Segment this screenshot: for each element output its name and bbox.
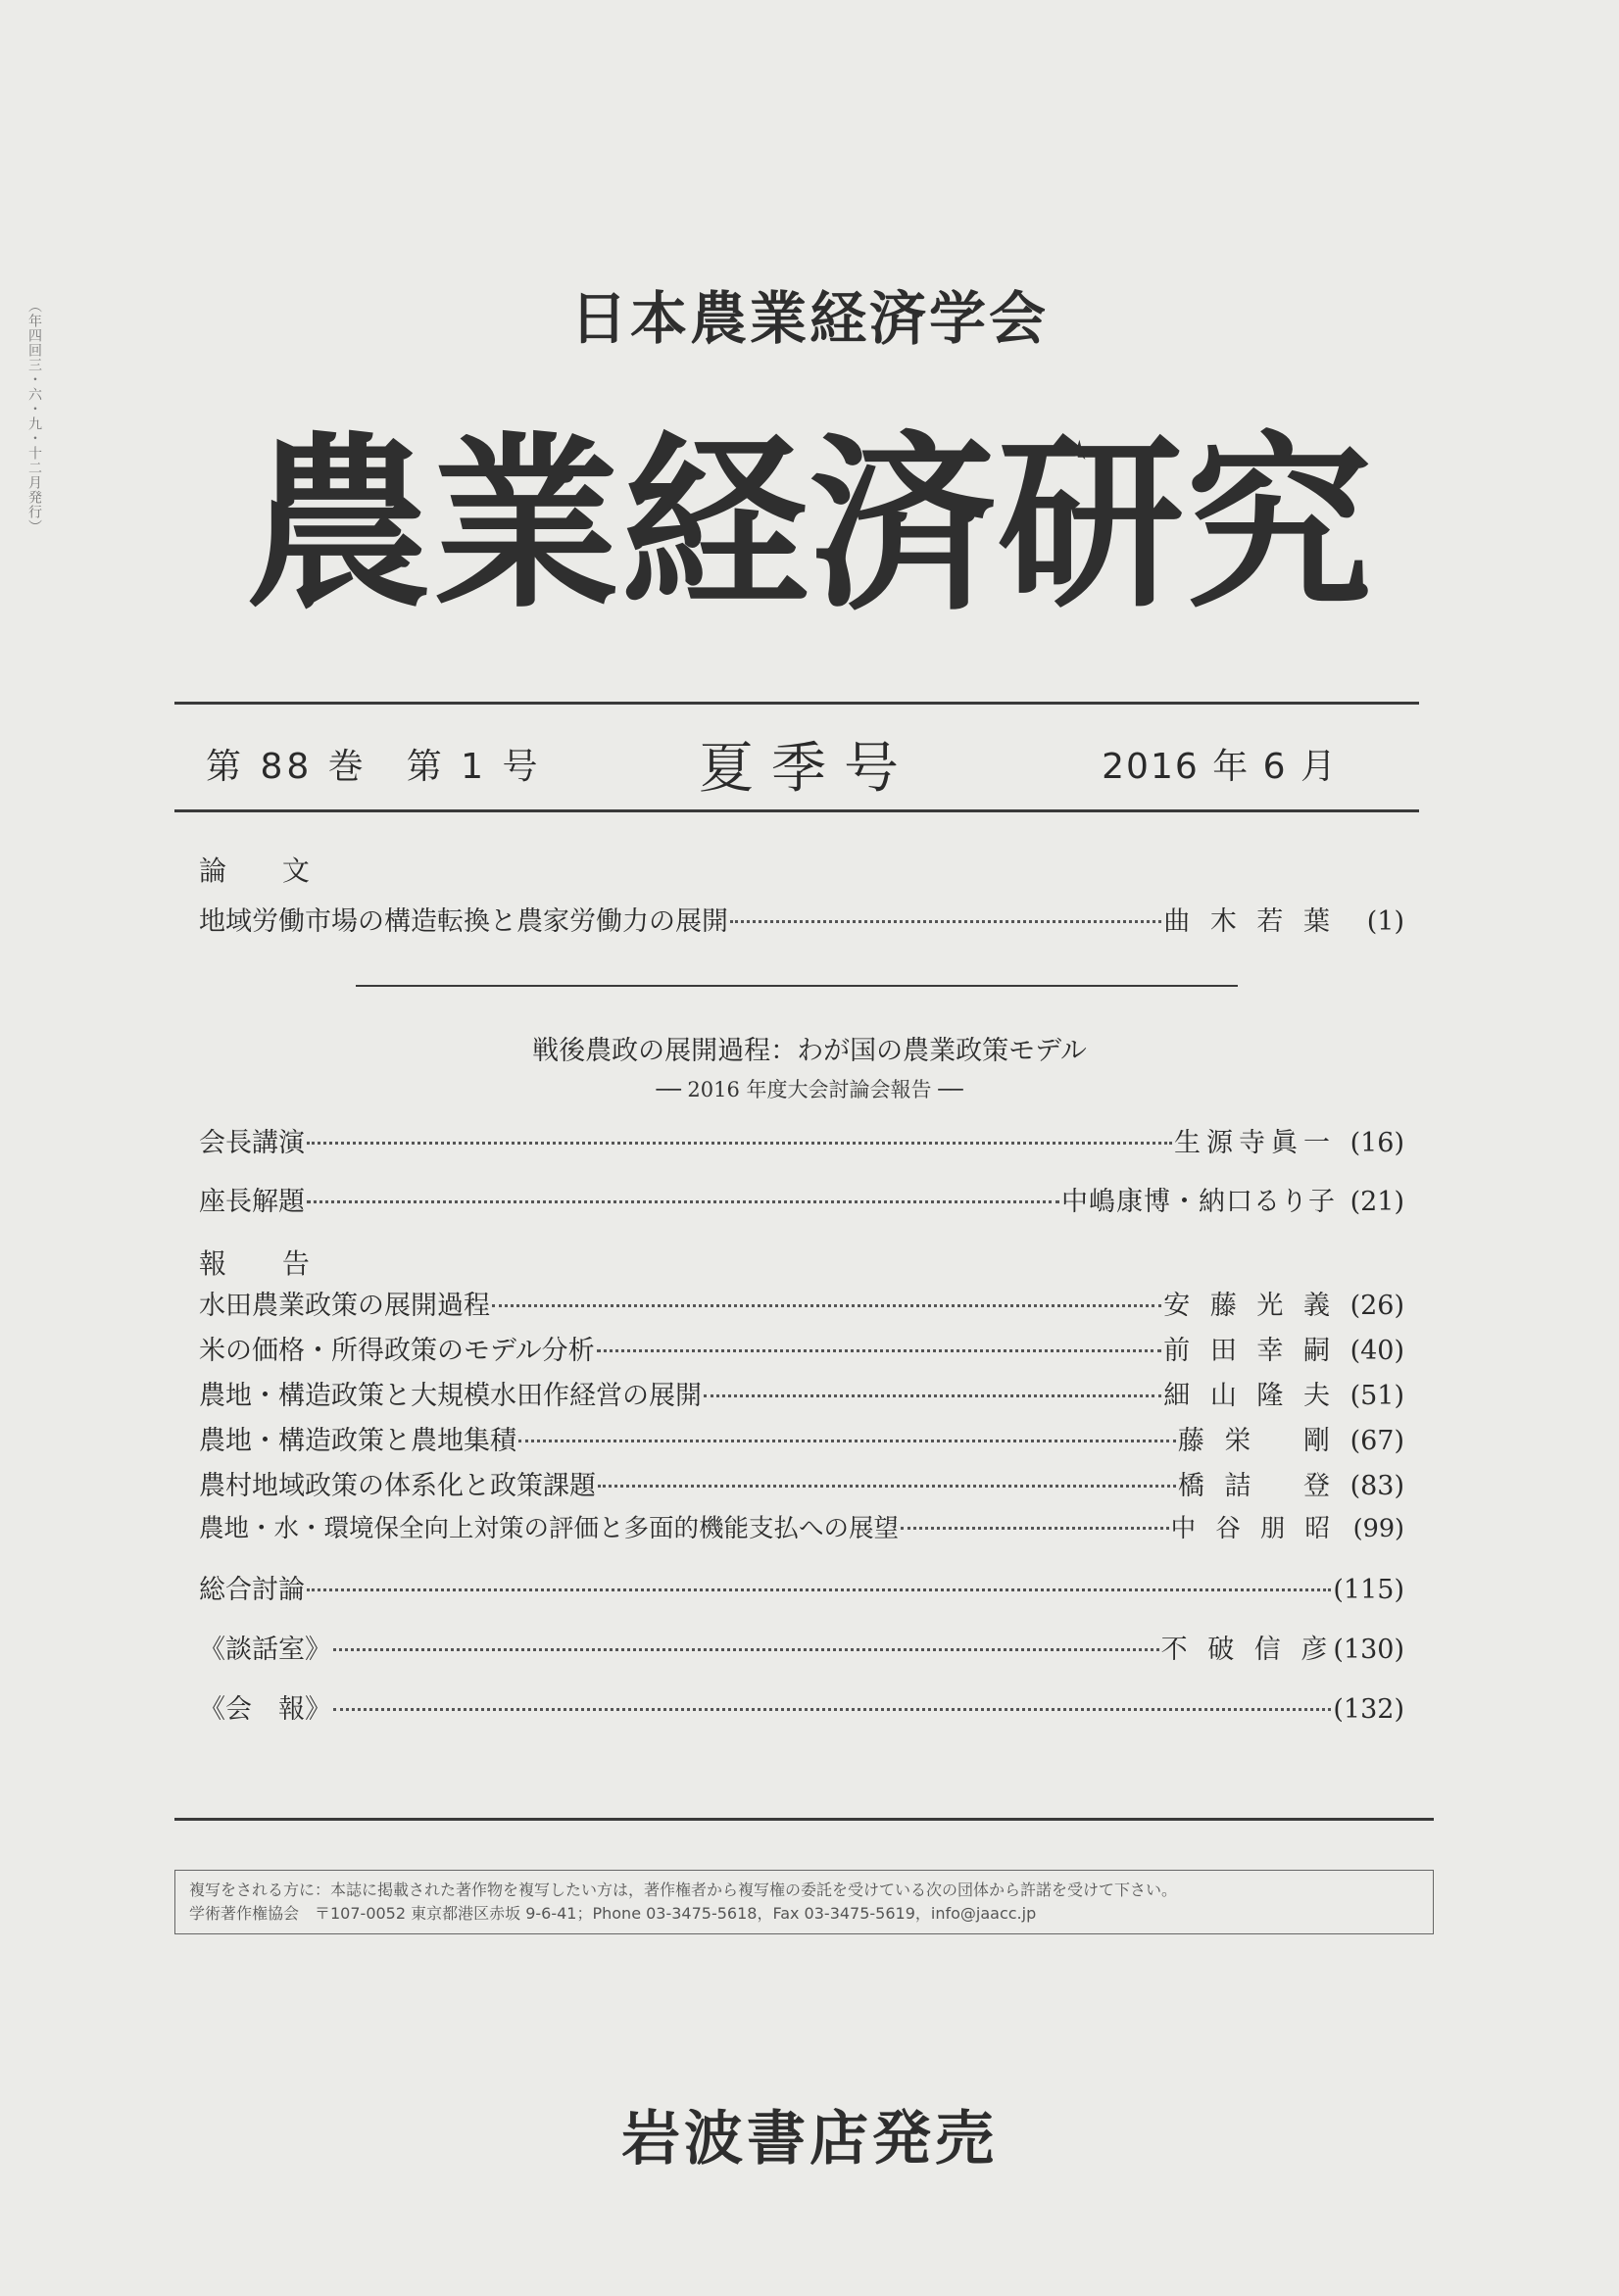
journal-title: 農業経済研究: [244, 415, 1374, 633]
entry-page: (51): [1349, 1381, 1404, 1411]
entry-author: 中 谷 朋 昭: [1170, 1514, 1336, 1543]
volume-number: 第 88 巻 第 1 号: [206, 747, 542, 787]
leader-dots: [704, 1394, 1161, 1397]
entry-author: 前 田 幸 嗣: [1163, 1336, 1336, 1366]
toc-entry-report-2[interactable]: [199, 1329, 1404, 1368]
leader-dots: [597, 1349, 1162, 1352]
entry-title: 農地・構造政策と農地集積: [199, 1426, 516, 1456]
copyright-line-1: 複写をされる方に：本誌に掲載された著作物を複写したい方は，著作権者から複写権の委託を受けている次の団体から許諾を受けて下さい。: [189, 1881, 1178, 1899]
leader-dots: [307, 1200, 1059, 1203]
entry-page: (67): [1349, 1426, 1404, 1456]
leader-dots: [598, 1485, 1176, 1488]
entry-author: 曲 木 若 葉: [1163, 906, 1336, 937]
entry-title: 総合討論: [199, 1575, 305, 1605]
entry-title: 《談話室》: [199, 1635, 331, 1665]
entry-page: (16): [1349, 1128, 1404, 1158]
entry-author: 安 藤 光 義: [1163, 1291, 1336, 1321]
leader-dots: [492, 1304, 1161, 1307]
copyright-notice: [174, 1870, 1434, 1934]
entry-page: (83): [1349, 1471, 1404, 1501]
spine-publication-note: （年四回三・六・九・十二月発行）: [26, 299, 42, 534]
leader-dots: [730, 920, 1161, 923]
entry-page: (1): [1366, 906, 1404, 937]
toc-entry-report-5[interactable]: [199, 1464, 1404, 1503]
toc-entry-chair[interactable]: [199, 1180, 1404, 1219]
toc-entry-article-1[interactable]: [199, 900, 1404, 939]
issue-date: 2016 年 6 月: [1102, 747, 1338, 787]
articles-heading: 論 文: [199, 855, 333, 887]
divider-top: [174, 702, 1419, 705]
entry-author: 細 山 隆 夫: [1163, 1381, 1336, 1411]
entry-title: 農村地域政策の体系化と政策課題: [199, 1471, 596, 1501]
leader-dots: [307, 1142, 1172, 1145]
leader-dots: [901, 1527, 1169, 1530]
leader-dots: [518, 1440, 1176, 1442]
leader-dots: [333, 1648, 1159, 1651]
reports-heading: 報 告: [199, 1247, 333, 1280]
publisher-name: 岩波書店発売: [621, 2105, 998, 2174]
issue-info: [174, 725, 1419, 801]
symposium-title: 戦後農政の展開過程：わが国の農業政策モデル: [532, 1036, 1087, 1066]
entry-page: (40): [1349, 1336, 1404, 1366]
entry-author: 生源寺眞一: [1174, 1128, 1336, 1158]
toc-entry-keynote[interactable]: [199, 1121, 1404, 1160]
symposium-subtitle: ── 2016 年度大会討論会報告 ──: [656, 1078, 963, 1101]
leader-dots: [333, 1708, 1331, 1711]
entry-title: 《会 報》: [199, 1694, 331, 1725]
entry-page: (21): [1349, 1187, 1404, 1217]
entry-page: (26): [1349, 1291, 1404, 1321]
toc-entry-salon[interactable]: [199, 1628, 1404, 1667]
toc-entry-report-1[interactable]: [199, 1284, 1404, 1323]
entry-author: 藤 栄 剛: [1177, 1426, 1336, 1456]
toc-entry-discussion[interactable]: [199, 1568, 1404, 1607]
toc-entry-report-4[interactable]: [199, 1419, 1404, 1458]
entry-author: 中嶋康博・納口るり子: [1061, 1187, 1336, 1217]
entry-title: 農地・構造政策と大規模水田作経営の展開: [199, 1381, 702, 1411]
entry-title: 水田農業政策の展開過程: [199, 1291, 490, 1321]
entry-page: (132): [1333, 1694, 1404, 1725]
entry-page: (115): [1333, 1575, 1404, 1605]
society-name: 日本農業経済学会: [569, 285, 1049, 352]
entry-page: (130): [1333, 1635, 1404, 1665]
toc-entry-report-6[interactable]: [199, 1509, 1404, 1548]
divider-issue: [174, 809, 1419, 812]
toc-entry-report-3[interactable]: [199, 1374, 1404, 1413]
entry-title: 地域労働市場の構造転換と農家労働力の展開: [199, 906, 728, 937]
entry-title: 米の価格・所得政策のモデル分析: [199, 1336, 595, 1366]
season-label: 夏季号: [699, 737, 916, 801]
entry-title: 農地・水・環境保全向上対策の評価と多面的機能支払への展望: [199, 1514, 900, 1543]
divider-bottom: [174, 1818, 1434, 1821]
entry-author: 橋 詰 登: [1177, 1471, 1336, 1501]
entry-title: 座長解題: [199, 1187, 305, 1217]
divider-section: [356, 985, 1238, 987]
entry-author: 不 破 信 彦: [1160, 1635, 1334, 1665]
entry-page: (99): [1352, 1514, 1404, 1543]
leader-dots: [307, 1588, 1331, 1591]
toc-entry-news[interactable]: [199, 1687, 1404, 1727]
copyright-line-2: 学術著作権協会 〒107-0052 東京都港区赤坂 9-6-41；Phone 03-3475-5618，Fax 03-3475-5619，info@jaacc.jp: [189, 1904, 1037, 1923]
entry-title: 会長講演: [199, 1128, 305, 1158]
